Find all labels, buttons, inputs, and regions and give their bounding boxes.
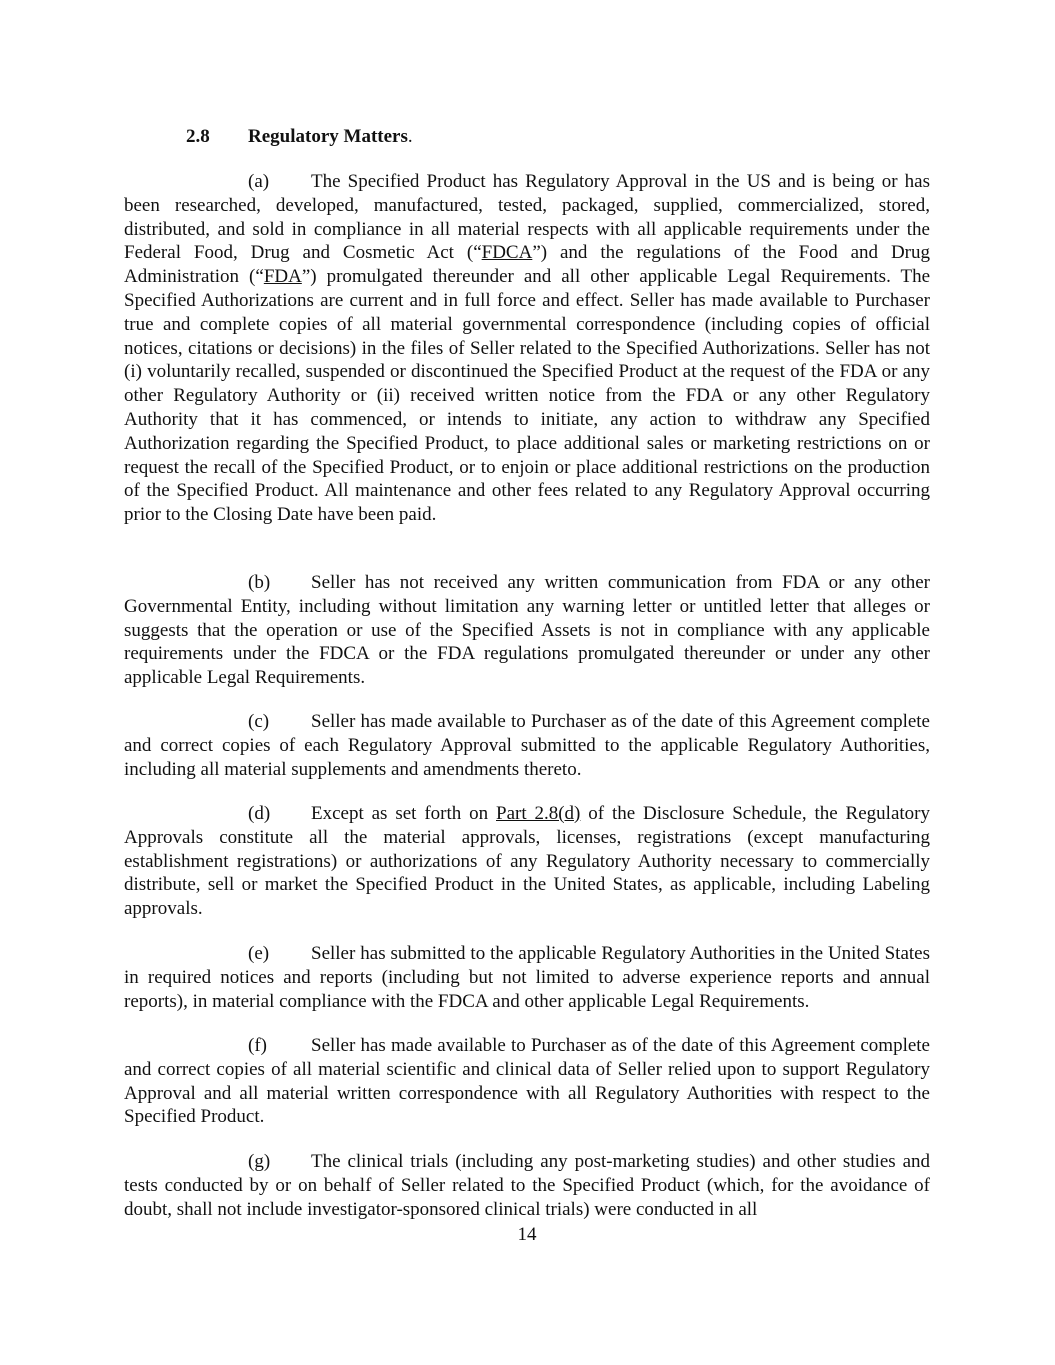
defined-term-fdca: FDCA — [481, 242, 533, 264]
paragraph-label: (e) — [248, 943, 270, 964]
paragraph-text: Seller has submitted to the applicable Regulatory Authorities in the United States in required notices and reports (including but not limited to adverse experience reports and annual reports), in material compliance with the FDCA and other applicable Legal Requirements. — [124, 943, 930, 1012]
paragraph-text: ”) and the regulations of the Food and Drug Administration (“ — [124, 242, 931, 288]
paragraph-text: The clinical trials (including any post-marketing studies) and other studies and tests conducted by or on behalf of Seller related to the Specified Product (which, for the avoidance of doubt, shall not include investigator-sponsored clinical trials) were conducted in all — [124, 1151, 930, 1220]
paragraph-g — [124, 1150, 930, 1221]
page-number: 14 — [517, 1224, 537, 1245]
paragraph-label: (f) — [248, 1035, 267, 1056]
section-number: 2.8 — [186, 126, 210, 147]
section-heading — [186, 125, 413, 149]
paragraph-label: (c) — [248, 711, 270, 732]
paragraph-label: (g) — [248, 1151, 271, 1172]
paragraph-text: Seller has not received any written communication from FDA or any other Governmental Entity, including without limitation any warning letter or untitled letter that alleges or suggests that the operation or use of the Specified Assets is not in compliance with any applicable requirements under the FDCA or the FDA regulations promulgated thereunder or under any other applicable Legal Requirements. — [124, 572, 930, 689]
paragraph-label: (b) — [248, 572, 271, 593]
paragraph-text: The Specified Product has Regulatory Approval in the US and is being or has been researched, developed, manufactured, tested, packaged, supplied, commercialized, stored, distributed, and sold in compliance in all material respects with all applicable requirements under the Federal Food, Drug and Cosmetic Act (“ — [124, 171, 930, 264]
paragraph-b — [124, 571, 930, 690]
paragraph-label: (a) — [248, 171, 270, 192]
section-title: Regulatory Matters — [248, 126, 408, 147]
paragraph-e — [124, 942, 930, 1013]
defined-term-fda: FDA — [263, 266, 302, 288]
paragraph-a — [124, 170, 930, 527]
section-title-suffix: . — [407, 126, 413, 147]
paragraph-text: Seller has made available to Purchaser as of the date of this Agreement complete and correct copies of each Regulatory Approval submitted to the applicable Regulatory Authorities, including all material supplements and amendments thereto. — [124, 711, 930, 780]
paragraph-text: ”) promulgated thereunder and all other applicable Legal Requirements. The Specified Authorizations are current and in full force and effect. Seller has made available to Purchaser true and complete copies of all material governmental correspondence (including copies of official notices, citations or decisions) in the files of Seller related to the Specified Authorizations. Seller has not (i) voluntarily recalled, suspended or discontinued the Specified Product at the request of the FDA or any other Regulatory Authority or (ii) received written notice from the FDA or any other Regulatory Authority that it has commenced, or intends to initiate, any action to withdraw any Specified Authorization regarding the Specified Product, to place additional sales or marketing restrictions on or request the recall of the Specified Product, or to enjoin or place additional restrictions on the production of the Specified Product. All maintenance and other fees related to any Regulatory Approval occurring prior to the Closing Date have been paid. — [124, 266, 931, 526]
paragraph-d — [124, 802, 930, 921]
paragraph-f — [124, 1034, 930, 1129]
paragraph-text: Except as set forth on — [311, 803, 496, 824]
paragraph-text: of the Disclosure Schedule, the Regulatory Approvals constitute all the material approvals, licenses, registrations (except manufacturing establishment registrations) or authorizations of any Regulatory Authority necessary to commercially distribute, sell or market the Specified Product in the United States, as applicable, including Labeling approvals. — [124, 803, 930, 920]
paragraph-label: (d) — [248, 803, 271, 824]
paragraph-text: Seller has made available to Purchaser as of the date of this Agreement complete and correct copies of all material scientific and clinical data of Seller relied upon to support Regulatory Approval and all material written correspondence with all Regulatory Authorities with respect to the Specified Product. — [124, 1035, 930, 1128]
schedule-reference: Part 2.8(d) — [496, 803, 581, 824]
paragraph-c — [124, 710, 930, 781]
